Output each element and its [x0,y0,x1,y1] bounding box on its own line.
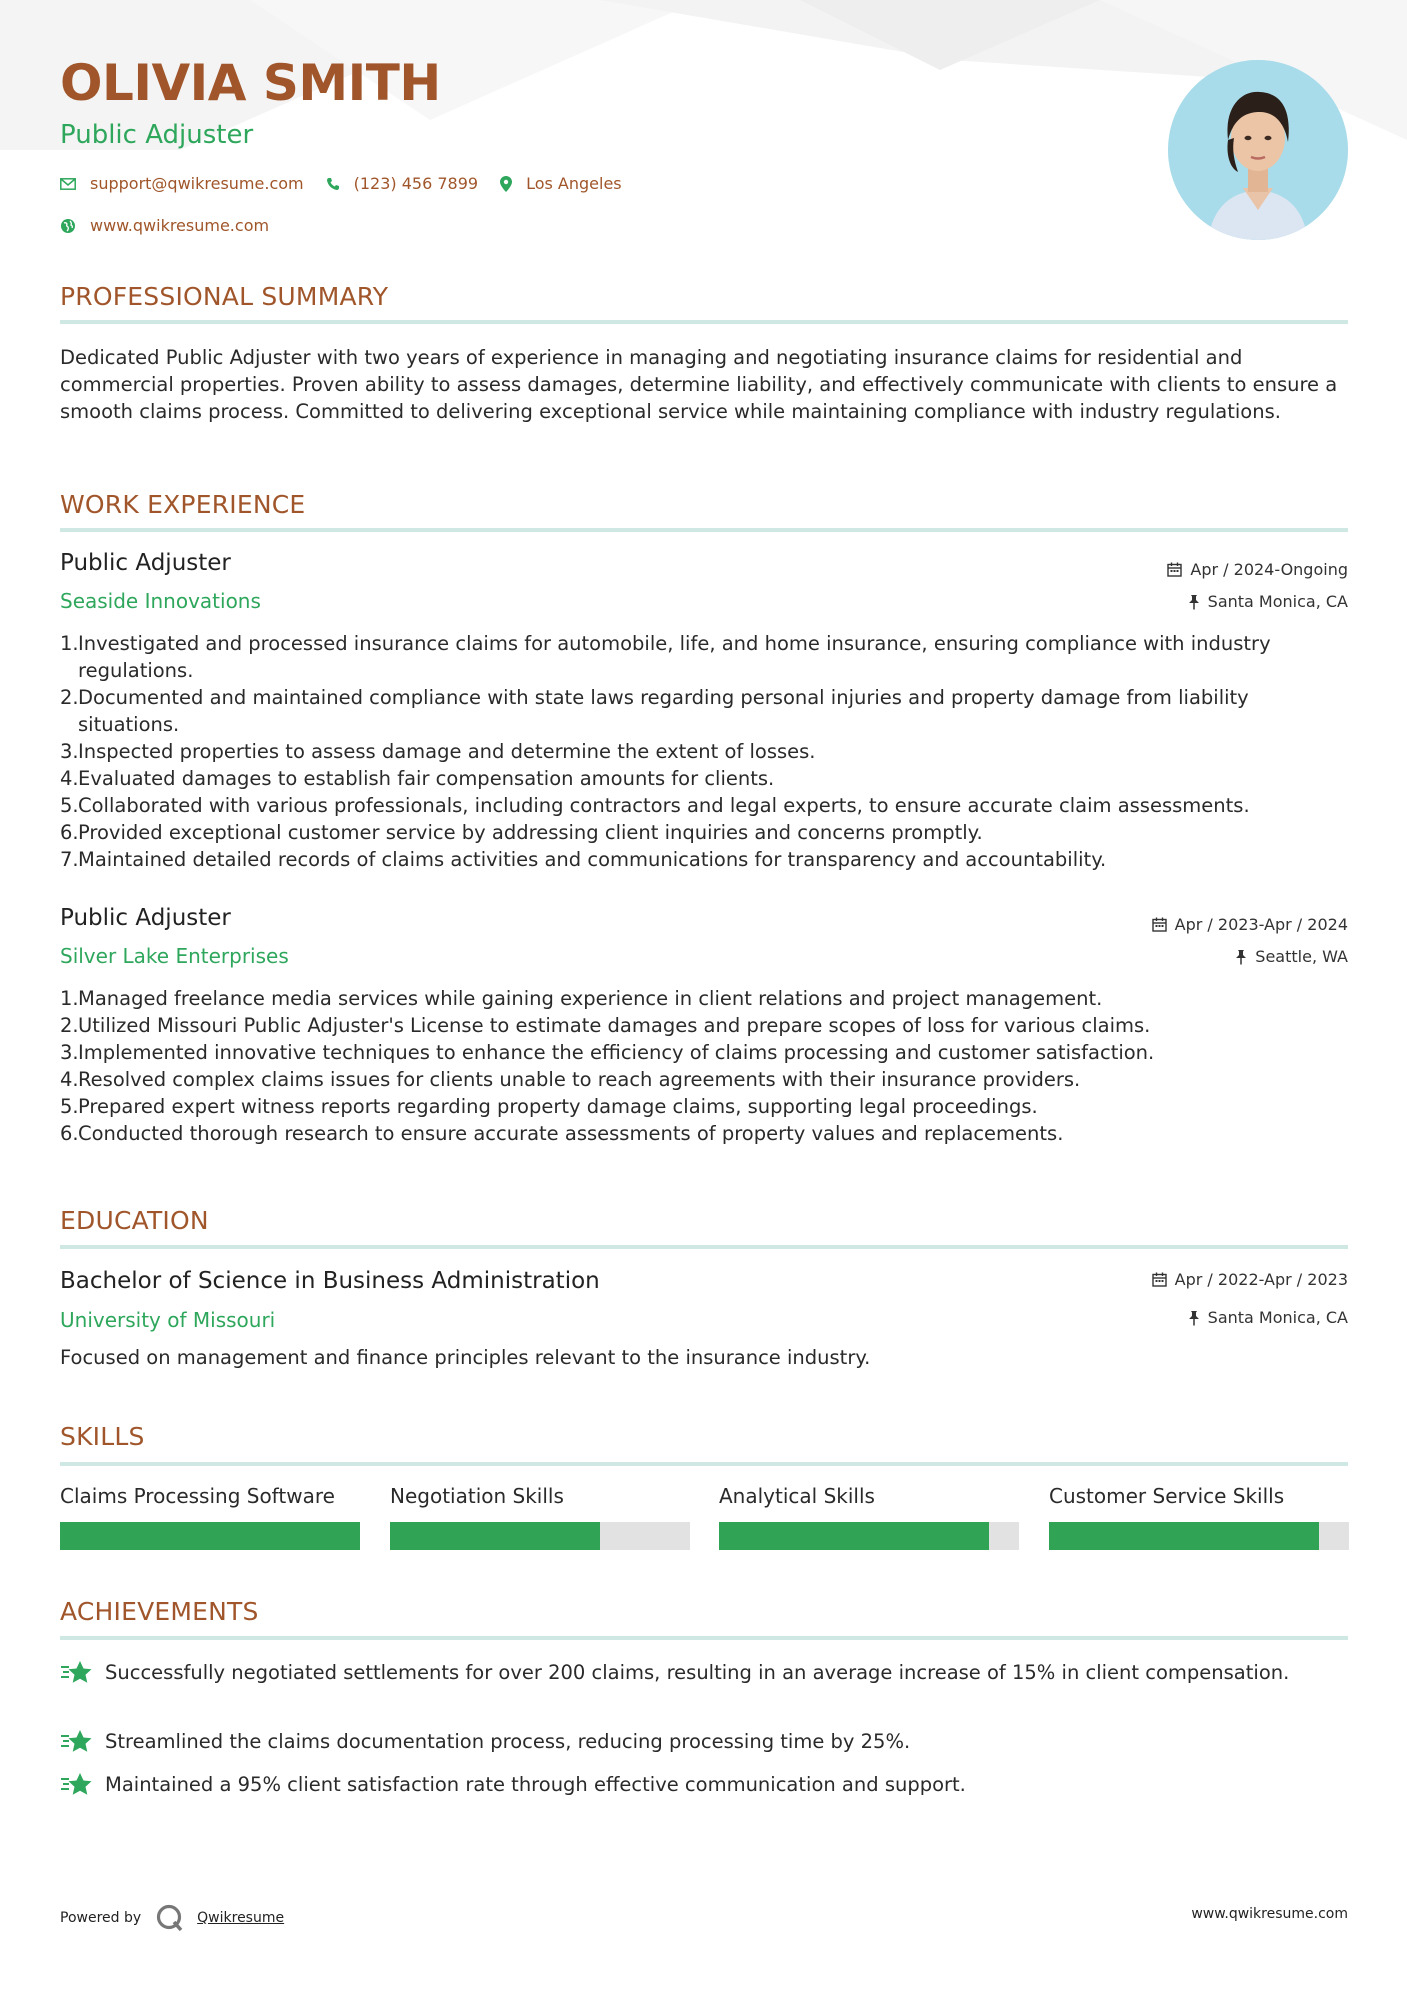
contact-phone[interactable] [326,174,478,193]
section-divider [60,1636,1348,1640]
footer-website[interactable]: www.qwikresume.com [1191,1906,1348,1922]
degree-title: Bachelor of Science in Business Administration [60,1268,600,1294]
avatar-illustration [1168,60,1348,240]
pushpin-icon [1235,949,1247,965]
achievement-item [60,1659,1350,1686]
education-location-text: Santa Monica, CA [1207,1308,1348,1327]
list-item: 5. Collaborated with various professionals, including contractors and legal experts, to ensure accurate claim assessments. [60,794,1250,817]
pushpin-icon [1188,1310,1200,1326]
skill-bar [1049,1522,1349,1550]
resume-header [60,54,441,150]
education-dates-text: Apr / 2022-Apr / 2023 [1174,1270,1348,1289]
job-title: Public Adjuster [60,905,231,931]
pushpin-icon [1188,594,1200,610]
education-description: Focused on management and finance principles relevant to the insurance industry. [60,1346,871,1369]
job-dates-text: Apr / 2024-Ongoing [1190,560,1348,579]
achievement-item [60,1728,1350,1755]
list-item: 4. Evaluated damages to establish fair compensation amounts for clients. [60,767,775,790]
education-dates [1152,1270,1348,1289]
achievement-item [60,1771,1350,1798]
company-name: Silver Lake Enterprises [60,944,289,968]
skill-bar-fill [60,1522,360,1550]
list-item: 1. Managed freelance media services while gaining experience in client relations and project management. [60,987,1103,1010]
skill-bar [60,1522,360,1550]
achievement-text: Streamlined the claims documentation process, reducing processing time by 25%. [105,1730,911,1753]
phone-icon [326,177,340,191]
job-dates-text: Apr / 2023-Apr / 2024 [1174,915,1348,934]
skill-bar-fill [390,1522,600,1550]
skill-bar [719,1522,1019,1550]
candidate-title: Public Adjuster [60,120,254,150]
calendar-icon [1152,1272,1167,1287]
contact-email[interactable] [60,174,304,193]
list-item: 6. Provided exceptional customer service by addressing client inquiries and concerns promptly. [60,821,983,844]
section-divider [60,1462,1348,1466]
company-name: Seaside Innovations [60,589,261,613]
section-divider [60,1245,1348,1249]
summary-text: Dedicated Public Adjuster with two years of experience in managing and negotiating insurance claims for residential and commercial properties. Proven ability to assess damages, determine liability, and effectively communicate with clients to ensure a smooth claims process. Committed to delivering exceptional service while maintaining compliance with industry regulations. [60,346,1338,423]
achievements-heading: ACHIEVEMENTS [60,1597,259,1626]
section-divider [60,528,1348,532]
job-title: Public Adjuster [60,550,231,576]
skill-label: Claims Processing Software [60,1484,335,1508]
calendar-icon [1167,562,1182,577]
experience-heading: WORK EXPERIENCE [60,490,306,519]
list-item: 3. Implemented innovative techniques to enhance the efficiency of claims processing and customer satisfaction. [60,1041,1155,1064]
contact-row-primary [60,174,644,193]
envelope-icon [60,178,76,190]
qwikresume-logo-icon [155,1903,185,1933]
calendar-icon [1152,917,1167,932]
contact-website[interactable] [60,216,269,235]
skill-label: Customer Service Skills [1049,1484,1285,1508]
list-item: 2. Utilized Missouri Public Adjuster's License to estimate damages and prepare scopes of loss for various claims. [60,1014,1151,1037]
education-location [1188,1308,1348,1327]
job-duties-list [60,985,1350,1147]
skill-bar [390,1522,690,1550]
list-item: 6. Conducted thorough research to ensure accurate assessments of property values and replacements. [60,1122,1064,1145]
list-item: 7. Maintained detailed records of claims activities and communications for transparency and accountability. [60,848,1107,871]
job-duties-list [60,630,1350,873]
skill-label: Negotiation Skills [390,1484,564,1508]
star-award-icon [60,1659,93,1685]
summary-heading: PROFESSIONAL SUMMARY [60,282,389,311]
skills-heading: SKILLS [60,1422,145,1451]
skill-bar-fill [1049,1522,1319,1550]
qwikresume-link[interactable]: Qwikresume [197,1910,285,1926]
skill-bar-fill [719,1522,989,1550]
map-marker-icon [500,176,512,192]
contact-location [500,174,622,193]
powered-by-label: Powered by [60,1910,142,1926]
school-name: University of Missouri [60,1308,276,1332]
list-item: 2. Documented and maintained compliance with state laws regarding personal injuries and property damage from liability situations. [60,686,1249,736]
list-item: 3. Inspected properties to assess damage and determine the extent of losses. [60,740,816,763]
list-item: 1. Investigated and processed insurance claims for automobile, life, and home insurance, ensuring compliance with industry regulations. [60,632,1271,682]
star-award-icon [60,1771,93,1797]
candidate-name: OLIVIA SMITH [60,54,441,112]
achievement-text: Successfully negotiated settlements for over 200 claims, resulting in an average increase of 15% in client compensation. [105,1661,1290,1684]
contact-row-secondary [60,216,291,235]
website-text: www.qwikresume.com [90,216,270,235]
job-location-text: Santa Monica, CA [1207,592,1348,611]
skill-label: Analytical Skills [719,1484,875,1508]
education-heading: EDUCATION [60,1206,209,1235]
achievement-text: Maintained a 95% client satisfaction rate through effective communication and support. [105,1773,966,1796]
profile-photo [1168,60,1348,240]
job-location [1235,947,1348,966]
job-location [1188,592,1348,611]
email-text: support@qwikresume.com [90,174,304,193]
footer-powered-by [60,1903,284,1933]
list-item: 5. Prepared expert witness reports regarding property damage claims, supporting legal proceedings. [60,1095,1038,1118]
list-item: 4. Resolved complex claims issues for clients unable to reach agreements with their insurance providers. [60,1068,1081,1091]
job-dates [1167,560,1348,579]
location-text: Los Angeles [526,174,622,193]
phone-text: (123) 456 7899 [353,174,479,193]
job-dates [1152,915,1348,934]
globe-icon [60,218,76,234]
star-award-icon [60,1728,93,1754]
section-divider [60,320,1348,324]
job-location-text: Seattle, WA [1255,947,1348,966]
